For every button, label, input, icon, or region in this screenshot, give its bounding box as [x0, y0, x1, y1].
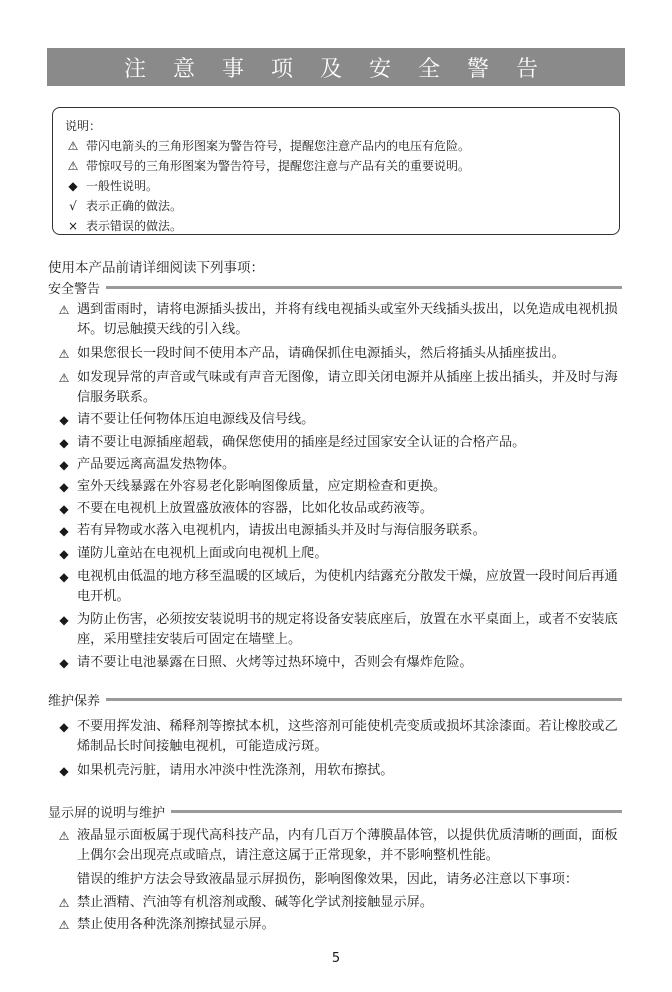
list-item [56, 477, 624, 497]
list-item-text: 请不要让电池暴露在日照、火烤等过热环境中，否则会有爆炸危险。 [77, 655, 473, 670]
list-item-text: 不要用挥发油、稀释剂等擦拭本机，这些溶剂可能使机壳变质或损坏其涂漆面。若让橡胶或乙烯制品长时间接触电视机，可能造成污斑。 [77, 719, 618, 754]
list-item [56, 368, 624, 408]
legend-item-text: 一般性说明。 [86, 179, 159, 193]
list-item-text: 室外天线暴露在外容易老化影响图像质量，应定期检查和更换。 [77, 479, 447, 494]
section-heading-display [48, 802, 622, 821]
warning-triangle-icon: ⚠ [58, 347, 70, 361]
legend-item [65, 196, 619, 216]
diamond-bullet-icon: ◆ [59, 502, 69, 516]
diamond-bullet-icon: ◆ [59, 547, 69, 561]
list-item-text: 产品要远离高温发热物体。 [77, 457, 236, 472]
list-item [56, 499, 624, 519]
legend-box [52, 107, 620, 235]
diamond-bullet-icon: ◆ [59, 413, 69, 427]
diamond-bullet-icon: ◆ [59, 524, 69, 538]
list-item [56, 521, 624, 541]
warning-triangle-icon: ⚠ [67, 139, 79, 153]
diamond-bullet-icon: ◆ [59, 720, 69, 734]
list-item [56, 717, 624, 757]
diamond-bullet-icon: ◆ [59, 613, 69, 627]
list-item-text: 如果机壳污脏，请用水冲淡中性洗涤剂，用软布擦拭。 [77, 763, 394, 778]
list-item-text: 电视机由低温的地方移至温暖的区域后，为使机内结露充分散发干燥，应放置一段时间后再通电开机。 [77, 569, 618, 604]
section-rule [106, 286, 622, 289]
diamond-bullet-icon: ◆ [59, 458, 69, 472]
list-item [56, 344, 624, 364]
section-heading-safety [48, 278, 622, 297]
diamond-bullet-icon: ◆ [59, 436, 69, 450]
list-item-text: 为防止伤害，必须按安装说明书的规定将设备安装底座后，放置在水平桌面上，或者不安装底座，采用壁挂安装后可固定在墙壁上。 [77, 612, 618, 647]
list-item-text: 如发现异常的声音或气味或有声音无图像，请立即关闭电源并从插座上拔出插头，并及时与海信服务联系。 [77, 370, 618, 405]
warning-triangle-icon: ⚠ [58, 303, 70, 317]
list-item [56, 915, 624, 935]
list-item [56, 893, 624, 913]
cross-icon: × [67, 219, 79, 233]
list-item-text: 请不要让电源插座超载，确保您使用的插座是经过国家安全认证的合格产品。 [77, 435, 526, 450]
list-item-text: 遇到雷雨时，请将电源插头拔出，并将有线电视插头或室外天线插头拔出，以免造成电视机损坏。切忌触摸天线的引入线。 [77, 302, 618, 337]
diamond-bullet-icon: ◆ [68, 179, 78, 193]
legend-item [65, 136, 619, 156]
list-item-text: 如果您很长一段时间不使用本产品，请确保抓住电源插头，然后将插头从插座拔出。 [77, 346, 565, 361]
section-heading-label: 显示屏的说明与维护 [48, 806, 166, 821]
diamond-bullet-icon: ◆ [59, 570, 69, 584]
section-heading-label: 安全警告 [48, 282, 101, 297]
warning-triangle-icon: ⚠ [58, 371, 70, 385]
section-heading-maintenance [48, 690, 622, 709]
list-item [56, 653, 624, 673]
check-icon: √ [69, 199, 77, 213]
list-item [56, 410, 624, 430]
display-note: 错误的维护方法会导致液晶显示屏损伤，影响图像效果，因此，请务必注意以下事项： [77, 872, 579, 887]
section-rule [106, 698, 622, 701]
page-number: 5 [331, 951, 341, 966]
list-item-text: 禁止使用各种洗涤剂擦拭显示屏。 [77, 917, 275, 932]
legend-item-text: 带惊叹号的三角形图案为警告符号，提醒您注意与产品有关的重要说明。 [86, 159, 471, 173]
warning-triangle-icon: ⚠ [58, 829, 70, 843]
list-item [56, 544, 624, 564]
list-item [56, 455, 624, 475]
diamond-bullet-icon: ◆ [59, 480, 69, 494]
legend-item [65, 216, 619, 236]
list-item [56, 567, 624, 607]
list-item-text: 请不要让任何物体压迫电源线及信号线。 [77, 412, 315, 427]
list-item [56, 433, 624, 453]
diamond-bullet-icon: ◆ [59, 764, 69, 778]
list-item [56, 610, 624, 650]
legend-item [65, 156, 619, 176]
warning-triangle-icon: ⚠ [58, 896, 70, 910]
legend-item [65, 176, 619, 196]
legend-item-text: 表示错误的做法。 [86, 219, 183, 233]
section-heading-label: 维护保养 [48, 694, 101, 709]
legend-item-text: 表示正确的做法。 [86, 199, 183, 213]
section-rule [171, 810, 622, 813]
intro-text: 使用本产品前请详细阅读下列事项： [48, 260, 264, 276]
warning-triangle-icon: ⚠ [67, 159, 79, 173]
list-item [56, 826, 624, 866]
list-item-text: 液晶显示面板属于现代高科技产品，内有几百万个薄膜晶体管，以提供优质清晰的画面，面板上偶尔会出现亮点或暗点，请注意这属于正常现象，并不影响整机性能。 [77, 828, 618, 863]
page-title: 注 意 事 项 及 安 全 警 告 [47, 48, 625, 86]
list-item [56, 761, 624, 781]
list-item-text: 禁止酒精、汽油等有机溶剂或酸、碱等化学试剂接触显示屏。 [77, 895, 434, 910]
legend-heading: 说明： [65, 119, 102, 133]
warning-triangle-icon: ⚠ [58, 918, 70, 932]
list-item-text: 若有异物或水落入电视机内，请拔出电源插头并及时与海信服务联系。 [77, 523, 486, 538]
diamond-bullet-icon: ◆ [59, 656, 69, 670]
list-item [56, 300, 624, 340]
legend-item-text: 带闪电箭头的三角形图案为警告符号，提醒您注意产品内的电压有危险。 [86, 139, 471, 153]
list-item-text: 谨防儿童站在电视机上面或向电视机上爬。 [77, 546, 328, 561]
list-item-text: 不要在电视机上放置盛放液体的容器，比如化妆品或药液等。 [77, 501, 434, 516]
